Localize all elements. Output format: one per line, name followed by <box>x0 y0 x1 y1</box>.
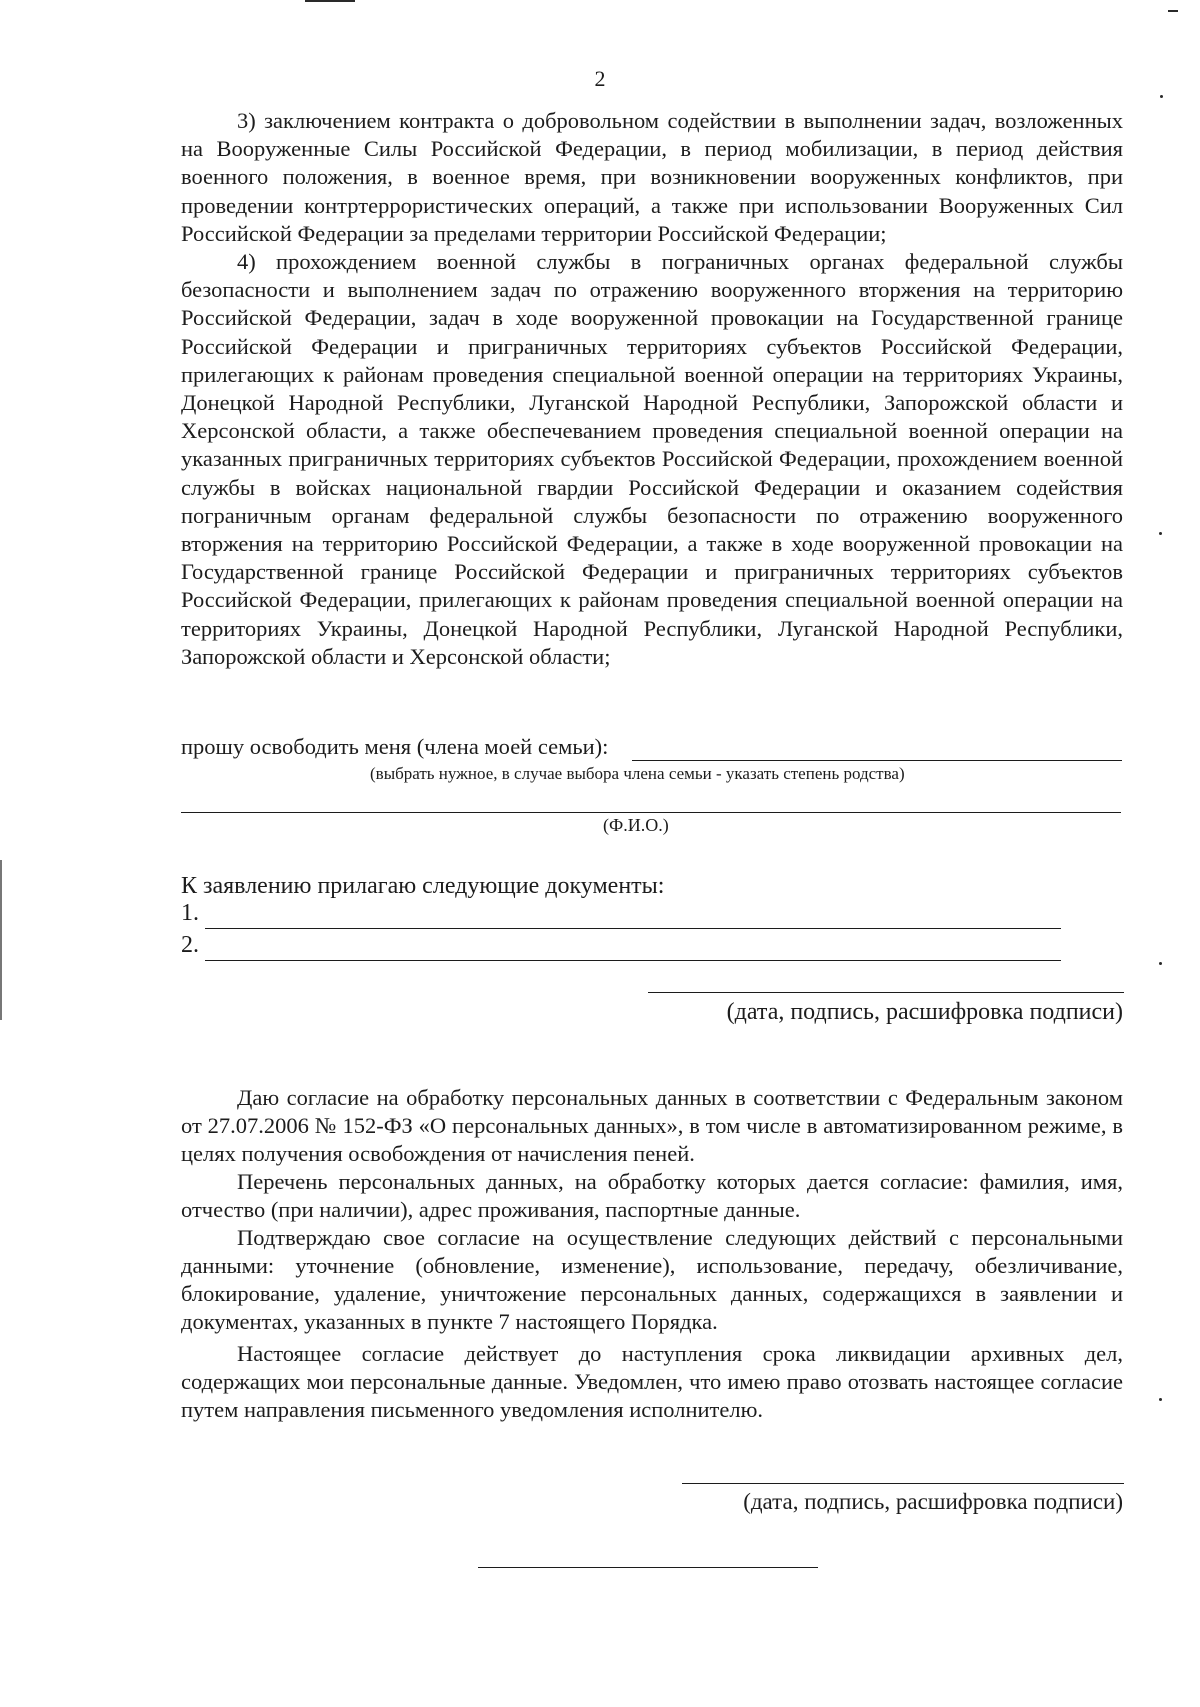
scan-mark-right-1 <box>1160 95 1163 98</box>
scan-mark-top <box>305 0 355 2</box>
closing-line <box>478 1567 818 1568</box>
signature-caption: (дата, подпись, расшифровка подписи) <box>726 999 1123 1025</box>
consent-paragraph-1: Даю согласие на обработку персональных данных в соответствии с Федеральным законом от 27.07.2006 № 152-ФЗ «О персональных данных», в том числе в автоматизированном режиме, в целях получения освобождения от начисления пеней. <box>181 1085 1123 1166</box>
attachments-heading: К заявлению прилагаю следующие документы: <box>181 873 665 899</box>
attachment-item-1-field[interactable] <box>205 928 1061 929</box>
relation-field[interactable] <box>632 760 1122 761</box>
attachment-item-1-number: 1. <box>181 900 199 926</box>
scan-mark-topright <box>1168 10 1178 12</box>
page-number: 2 <box>594 66 606 91</box>
signature-field[interactable] <box>648 992 1124 993</box>
scan-mark-right-2 <box>1159 532 1162 535</box>
fio-caption: (Ф.И.О.) <box>603 815 669 835</box>
scan-mark-right-4 <box>1159 1398 1162 1401</box>
consent-paragraph-3: Подтверждаю свое согласие на осуществление следующих действий с персональными данными: уточнение (обновление, изменение), использование, передачу, обезличивание, блокирование, удаление, уничтожение персональных данных, содержащихся в заявлении и документах, указанных в пункте 7 настоящего Порядка. <box>181 1225 1123 1334</box>
consent-signature-field[interactable] <box>682 1483 1124 1484</box>
attachment-item-2-number: 2. <box>181 932 199 958</box>
consent-text <box>181 1084 1123 1424</box>
reasons-text <box>181 107 1123 671</box>
consent-paragraph-2: Перечень персональных данных, на обработку которых дается согласие: фамилия, имя, отчество (при наличии), адрес проживания, паспортные данные. <box>181 1169 1123 1222</box>
paragraph-3: 3) заключением контракта о добровольном содействии в выполнении задач, возложенных на Вооруженные Силы Российской Федерации, в период мобилизации, в период действия военного положения, в военное время, при возникновении вооруженных конфликтов, при проведении контртеррористических операций, а также при использовании Вооруженных Сил Российской Федерации за пределами территории Российской Федерации; <box>181 108 1123 246</box>
scan-edge-left <box>0 860 2 1020</box>
paragraph-4: 4) прохождением военной службы в пограничных органах федеральной службы безопасности и выполнением задач по отражению вооруженного вторжения на территорию Российской Федерации, задач в ходе вооруженной провокации на Государственной границе Российской Федерации и приграничных территориях субъектов Российской Федерации, прилегающих к районам проведения специальной военной операции на территориях Украины, Донецкой Народной Республики, Луганской Народной Республики, Запорожской области и Херсонской области, а также обеспечеванием проведения специальной военной операции на указанных приграничных территориях субъектов Российской Федерации, прохождением военной службы в войсках национальной гвардии Российской Федерации и оказанием содействия пограничным органам федеральной службы безопасности по отражению вооруженного вторжения на территорию Российской Федерации, а также в ходе вооруженной провокации на Государственной границе Российской Федерации и приграничных территориях субъектов Российской Федерации, прилегающих к районам проведения специальной военной операции на территориях Украины, Донецкой Народной Республики, Луганской Народной Республики, Запорожской области и Херсонской области; <box>181 249 1123 669</box>
fio-field[interactable] <box>181 812 1121 813</box>
consent-signature-caption: (дата, подпись, расшифровка подписи) <box>743 1489 1123 1514</box>
request-label: прошу освободить меня (члена моей семьи): <box>181 734 609 759</box>
relation-hint: (выбрать нужное, в случае выбора члена семьи - указать степень родства) <box>370 764 905 783</box>
consent-paragraph-4: Настоящее согласие действует до наступления срока ликвидации архивных дел, содержащих мои персональные данные. Уведомлен, что имею право отозвать настоящее согласие путем направления письменного уведомления исполнителю. <box>181 1341 1123 1422</box>
scan-mark-right-3 <box>1159 962 1162 965</box>
attachment-item-2-field[interactable] <box>205 960 1061 961</box>
